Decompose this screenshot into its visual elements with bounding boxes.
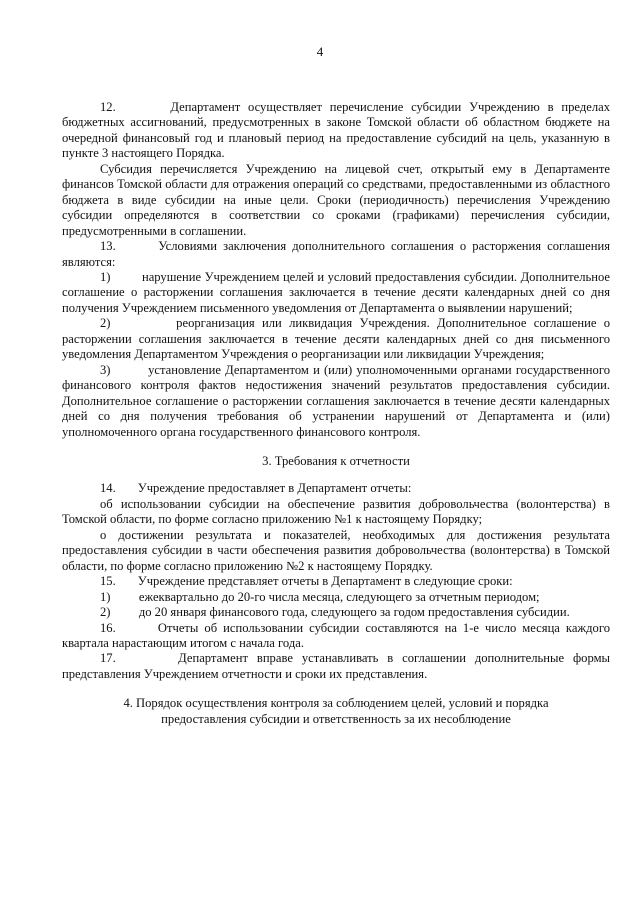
paragraph-16: 16. Отчеты об использовании субсидии составляются на 1-е число месяца каждого квартала нарастающим итогом с начала года.	[62, 620, 610, 650]
paragraph-subsidy-transfer: Субсидия перечисляется Учреждению на лицевой счет, открытый ему в Департаменте финансов Томской области для отражения операций со средствами, предоставленными из областного бюджета в виде субсидии на иные цели. Сроки (периодичность) перечисления Учреждению субсидии определяются в соответствии со сроками (графиками) перечисления субсидии, предусмотренными в соглашении.	[62, 161, 610, 238]
page-number: 4	[316, 44, 324, 59]
paragraph-15: 15. Учреждение представляет отчеты в Департамент в следующие сроки:	[100, 574, 513, 589]
section-3-heading: 3. Требования к отчетности	[262, 453, 410, 468]
paragraph-14-report-results: о достижении результата и показателей, необходимых для достижения результата предоставления субсидии в части обеспечения развития добровольчества (волонтерства) в Томской области, по форме согласно приложению №2 к настоящему Порядку.	[62, 527, 610, 573]
paragraph-15-item-2: 2) до 20 января финансового года, следующего за годом предоставления субсидии.	[100, 605, 570, 620]
document-body	[62, 100, 610, 727]
section-4-heading	[62, 695, 610, 727]
paragraph-13: 13. Условиями заключения дополнительного соглашения о расторжения соглашения являются:	[62, 239, 610, 269]
paragraph-13-item-1: 1) нарушение Учреждением целей и условий предоставления субсидии. Дополнительное соглашение о расторжении соглашения заключается в течение десяти календарных дней со дня получения Учреждением письменного уведомления от Департамента о выявлении нарушений;	[62, 269, 610, 315]
paragraph-15-item-1: 1) ежеквартально до 20-го числа месяца, следующего за отчетным периодом;	[100, 589, 540, 604]
section-4-heading-line-2: предоставления субсидии и ответственность за их несоблюдение	[161, 712, 511, 727]
paragraph-13-item-3: 3) установление Департаментом и (или) уполномоченными органами государственного финансового контроля фактов недостижения значений результатов предоставления субсидии. Дополнительное соглашение о расторжении соглашения заключается в течение десяти календарных дней со дня получения требования об устранении нарушений от Департамента и (или) уполномоченного органа государственного финансового контроля.	[62, 362, 610, 439]
paragraph-17: 17. Департамент вправе устанавливать в соглашении дополнительные формы представления Учреждением отчетности и сроки их представления.	[62, 651, 610, 681]
section-4-heading-line-1: 4. Порядок осуществления контроля за соблюдением целей, условий и порядка	[123, 696, 549, 711]
paragraph-12: 12. Департамент осуществляет перечисление субсидии Учреждению в пределах бюджетных ассигнований, предусмотренных в законе Томской области об областном бюджете на очередной финансовый год и плановый период на предоставление субсидий на цель, указанную в пункте 3 настоящего Порядка.	[62, 100, 610, 161]
paragraph-14: 14. Учреждение предоставляет в Департамент отчеты:	[100, 481, 412, 496]
paragraph-13-item-2: 2) реорганизация или ликвидация Учреждения. Дополнительное соглашение о расторжении соглашения заключается в течение десяти календарных дней со дня письменного уведомления Департаментом Учреждения о реорганизации или ликвидации Учреждения;	[62, 316, 610, 362]
paragraph-14-report-usage: об использовании субсидии на обеспечение развития добровольчества (волонтерства) в Томской области, по форме согласно приложению №1 к настоящему Порядку;	[62, 496, 610, 527]
